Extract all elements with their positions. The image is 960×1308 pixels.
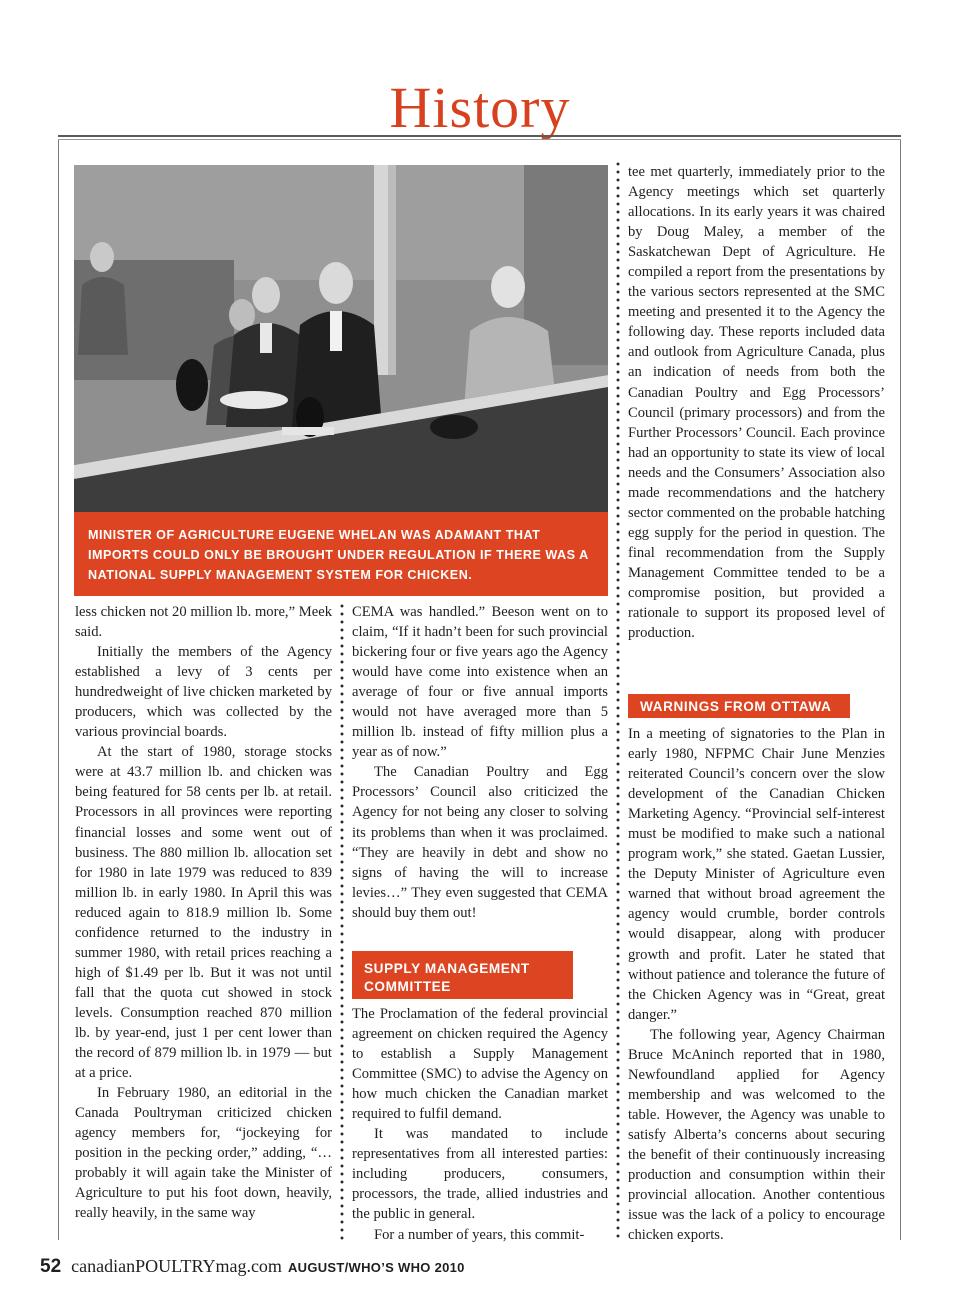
top-rule-thin: [58, 139, 901, 140]
article-column-1: [75, 602, 332, 1223]
right-frame-rule: [900, 140, 901, 1240]
article-column-2: [352, 602, 608, 923]
paragraph: At the start of 1980, storage stocks were at 43.7 million lb. and chicken was being featured for 58 cents per lb. at retail. Processors in all provinces were reporting financial losses and some went out of business. The 880 million lb. allocation set for 1980 in late 1979 was reduced to 839 million lb. in early 1980. In April this was reduced again to 818.9 million lb. Some confidence returned to the industry in summer 1980, with retail prices reaching a high of $1.49 per lb. But it was not until fall that the quota cut showed in stock levels. Consumption reached 870 million lb. by year-end, just 1 per cent lower than the record of 879 million lb. in 1979 — but at a price.: [75, 744, 332, 1082]
page-footer: [40, 1256, 465, 1280]
subhead-supply-management-committee: SUPPLY MANAGEMENT COMMITTEE: [352, 951, 573, 999]
article-column-3-continued: [628, 724, 885, 1245]
magazine-website: canadianPOULTRYmag.com: [71, 1256, 282, 1276]
paragraph: less chicken not 20 million lb. more,” Meek said.: [75, 604, 332, 641]
left-frame-rule: [58, 140, 59, 1240]
paragraph: tee met quarterly, immediately prior to the Agency meetings which set quarterly allocations. In its early years it was chaired by Doug Maley, a member of the Saskatchewan Dept of Agriculture. He compiled a report from the presentations by the various sectors represented at the SMC meeting and presented it to the Agency the following day. These reports included data and outlook from Agriculture Canada, plus an indication of needs from both the Canadian Poultry and Egg Processors’ Council (primary processors) and from the Further Processors’ Council. Each province had an opportunity to state its view of local needs and the Consumers’ Association also made recommendations and the hatchery sector commented on the probable hatching egg supply for the period in question. The final recommendation from the Supply Management Committee tended to be a compromise position, but provided a rationale to support its proposed level of production.: [628, 164, 885, 642]
page-number: 52: [40, 1256, 62, 1277]
photo-illustration: [74, 165, 608, 512]
section-title: History: [389, 75, 571, 140]
article-column-2-continued: [352, 1004, 608, 1245]
subhead-warnings-from-ottawa: WARNINGS FROM OTTAWA: [628, 694, 850, 718]
issue-label: AUGUST/WHO’S WHO 2010: [287, 1260, 465, 1275]
column-divider-dots: [616, 160, 620, 1242]
article-column-3: [628, 162, 885, 643]
paragraph: For a number of years, this commit-: [374, 1226, 585, 1243]
paragraph: In a meeting of signatories to the Plan in early 1980, NFPMC Chair June Menzies reiterated Council’s concern over the slow development of the Canadian Chicken Marketing Agency. “Provincial self-interest must be modified to make such a national program work,” she stated. Gaetan Lussier, the Deputy Minister of Agriculture even warned that without broad agreement the agency would crumble, border controls would disappear, along with producer growth and profit. Later he stated that without patience and tolerance the future of the Chicken Agency was in “Great, great danger.”: [628, 726, 885, 1023]
paragraph: It was mandated to include representatives from all interested parties: including producers, consumers, processors, the trade, allied industries and the public in general.: [352, 1126, 608, 1223]
paragraph: The Canadian Poultry and Egg Processors’ Council also criticized the Agency for not being any closer to solving its problems than when it was proclaimed. “They are heavily in debt and show no signs of having the will to increase levies…” They even suggested that CEMA should buy them out!: [352, 764, 608, 921]
photo-caption: MINISTER OF AGRICULTURE EUGENE WHELAN WAS ADAMANT THAT IMPORTS COULD ONLY BE BROUGHT UNDER REGULATION IF THERE WAS A NATIONAL SUPPLY MANAGEMENT SYSTEM FOR CHICKEN.: [74, 512, 608, 596]
paragraph: The Proclamation of the federal provincial agreement on chicken required the Agency to establish a Supply Management Committee (SMC) to advise the Agency on how much chicken the Canadian market required to fulfil demand.: [352, 1006, 608, 1123]
paragraph: The following year, Agency Chairman Bruce McAninch reported that in 1980, Newfoundland applied for Agency membership and was welcomed to the table. However, the Agency was unable to satisfy Alberta’s concerns about securing the benefit of their continuously increasing production and consumption within their provincial allocation. Another contentious issue was the lack of a policy to encourage chicken exports.: [628, 1026, 885, 1244]
photo-officials-at-table: [74, 165, 608, 512]
paragraph: In February 1980, an editorial in the Canada Poultryman criticized chicken agency members for, “jockeying for position in the pecking order,” adding, “… probably it will again take the Minister of Agriculture to put his foot down, heavily, really heavily, in the same way: [75, 1085, 332, 1222]
paragraph: Initially the members of the Agency established a levy of 3 cents per hundredweight of live chicken marketed by producers, which was collected by the various provincial boards.: [75, 644, 332, 741]
column-divider-dots: [340, 602, 344, 1242]
top-rule: [58, 135, 901, 137]
paragraph: CEMA was handled.” Beeson went on to claim, “If it hadn’t been for such provincial bickering four or five years ago the Agency would have come into existence when an average of four or five annual imports would not have averaged more than 5 million lb. instead of fifty million plus a year as of now.”: [352, 604, 608, 761]
